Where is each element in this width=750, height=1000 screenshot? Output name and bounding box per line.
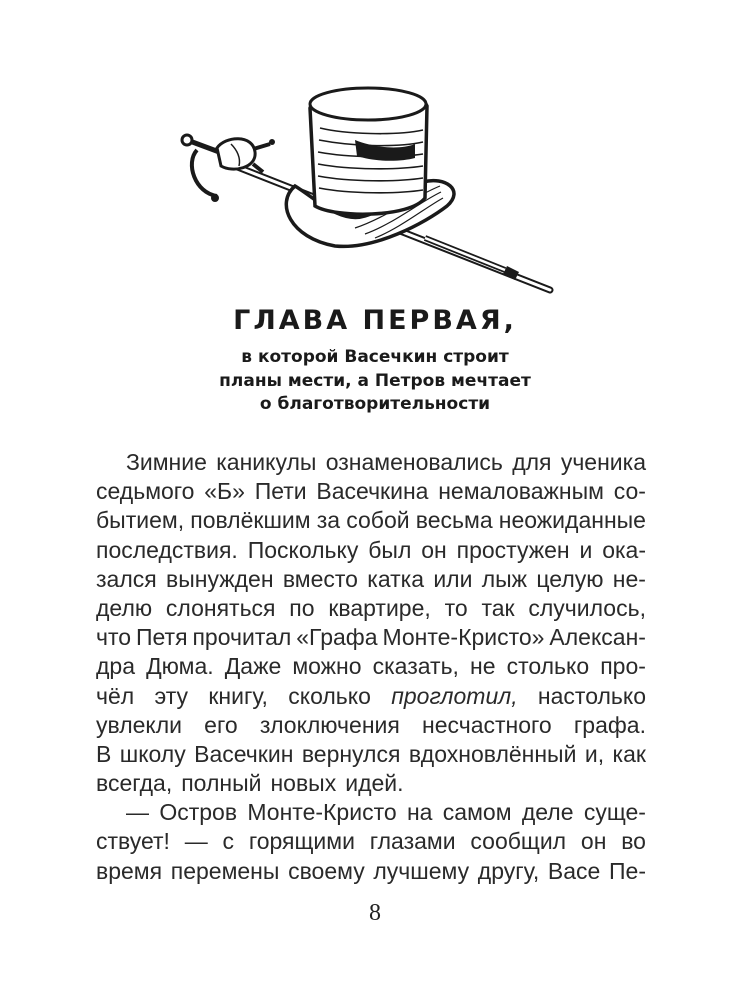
word: ока- [602, 536, 646, 563]
word: во [621, 828, 646, 855]
word: чёл [96, 682, 135, 709]
word: по [289, 594, 315, 621]
word: ствует! [96, 828, 170, 855]
word: немаловажным [438, 478, 604, 505]
word: катка [367, 565, 425, 592]
word: деле [521, 799, 574, 826]
word: злоключения [259, 711, 400, 738]
word: со- [613, 478, 646, 505]
word: ученика [560, 449, 646, 475]
word: сколько [288, 682, 371, 709]
word: и, [584, 740, 605, 767]
word: на [406, 799, 433, 826]
text-line [96, 477, 646, 506]
word: дра [96, 653, 136, 680]
text-line [96, 623, 646, 652]
word: — [126, 799, 149, 826]
word: прочитал [192, 624, 292, 651]
word: столько [506, 653, 590, 680]
word: зался [96, 565, 157, 592]
text-line [96, 536, 646, 565]
word: своему [288, 857, 365, 884]
word: что [96, 624, 132, 651]
word: Пети [254, 478, 307, 505]
word: лыж [481, 565, 528, 592]
word: так [481, 594, 515, 621]
word: он [421, 536, 447, 563]
word: В [96, 740, 112, 767]
word: Васе [547, 857, 601, 884]
word: идей. [345, 770, 404, 797]
word: седьмого [96, 478, 195, 505]
word: не [470, 653, 496, 680]
text-line [96, 506, 646, 535]
word: увлекли [96, 711, 182, 738]
word: горящими [248, 828, 355, 855]
word: вынужден [166, 565, 274, 592]
word: «Б» [204, 478, 245, 505]
word: полный [181, 770, 262, 797]
word: ознаменовались [325, 449, 503, 475]
chapter-subtitle [0, 346, 750, 417]
text-line [96, 740, 646, 769]
word: глазами [369, 828, 456, 855]
word: Зимние [126, 449, 207, 475]
word: как [612, 740, 646, 767]
word: сообщил [470, 828, 567, 855]
chapter-subtitle-line: о благотворительности [259, 394, 491, 414]
word: весьма [415, 507, 493, 534]
word: сказать, [372, 653, 459, 680]
word: — [184, 828, 208, 855]
word: можно [292, 653, 362, 680]
page-number: 8 [369, 900, 381, 926]
word: всегда, [96, 770, 173, 797]
word: бытием, [96, 507, 185, 534]
word: целую [536, 565, 604, 592]
word: или [433, 565, 473, 592]
word: собой [346, 507, 410, 534]
word: самом [442, 799, 512, 826]
chapter-title: ГЛАВА ПЕРВАЯ, [233, 305, 517, 336]
word: слоняться [165, 594, 276, 621]
word: книгу, [208, 682, 268, 709]
word: эту [154, 682, 189, 709]
word: новых [270, 770, 337, 797]
word: не- [612, 565, 646, 592]
word: с [222, 828, 235, 855]
chapter-subtitle-line: планы мести, а Петров мечтает [219, 370, 531, 391]
word: другу, [477, 857, 540, 884]
word: простужен [456, 536, 570, 563]
word: то [444, 594, 468, 621]
word: для [512, 449, 552, 475]
word: повлёкшим [190, 507, 311, 534]
word: Остров [159, 799, 238, 826]
word: за [316, 507, 341, 534]
word: неожиданные [498, 507, 646, 534]
word: несчастного [422, 711, 552, 738]
word: каникулы [216, 449, 317, 475]
word: Пе- [609, 857, 646, 884]
text-line [96, 565, 646, 594]
word: он [580, 828, 607, 855]
word: Васечкин [194, 740, 294, 767]
text-line [96, 798, 646, 827]
word: лучшему [373, 857, 470, 884]
text-line [96, 448, 646, 477]
body-text [96, 448, 646, 886]
text-line [96, 682, 646, 711]
text-line [96, 827, 646, 856]
word: проглотил, [391, 682, 518, 709]
word: Поскольку [247, 536, 359, 563]
word: Даже [224, 653, 282, 680]
word: делю [96, 594, 153, 621]
text-line [96, 769, 646, 798]
word: вдохновлённый [408, 740, 577, 767]
word: время [96, 857, 163, 884]
text-line [96, 594, 646, 623]
text-line [96, 711, 646, 740]
chapter-subtitle-line: в которой Васечкин строит [241, 347, 509, 367]
text-line [96, 857, 646, 886]
word: и [579, 536, 593, 563]
word: настолько [537, 682, 646, 709]
word: Дюма. [146, 653, 214, 680]
word: последствия. [96, 536, 238, 563]
top-hat-and-sword-icon [175, 78, 565, 298]
word: вернулся [301, 740, 401, 767]
word: «Графа [296, 624, 378, 651]
word: про- [600, 653, 646, 680]
word: перемены [170, 857, 280, 884]
word: был [368, 536, 412, 563]
word: Алексан- [549, 624, 646, 651]
word: Петя [135, 624, 188, 651]
word: квартире, [328, 594, 431, 621]
word: Васечкина [316, 478, 429, 505]
word: вместо [282, 565, 358, 592]
word: школу [119, 740, 186, 767]
word: его [204, 711, 238, 738]
text-line [96, 652, 646, 681]
word: Монте-Кристо» [382, 624, 545, 651]
word: Монте-Кристо [247, 799, 397, 826]
word: суще- [583, 799, 646, 826]
word: случилось, [528, 594, 646, 621]
word: графа. [573, 711, 646, 738]
